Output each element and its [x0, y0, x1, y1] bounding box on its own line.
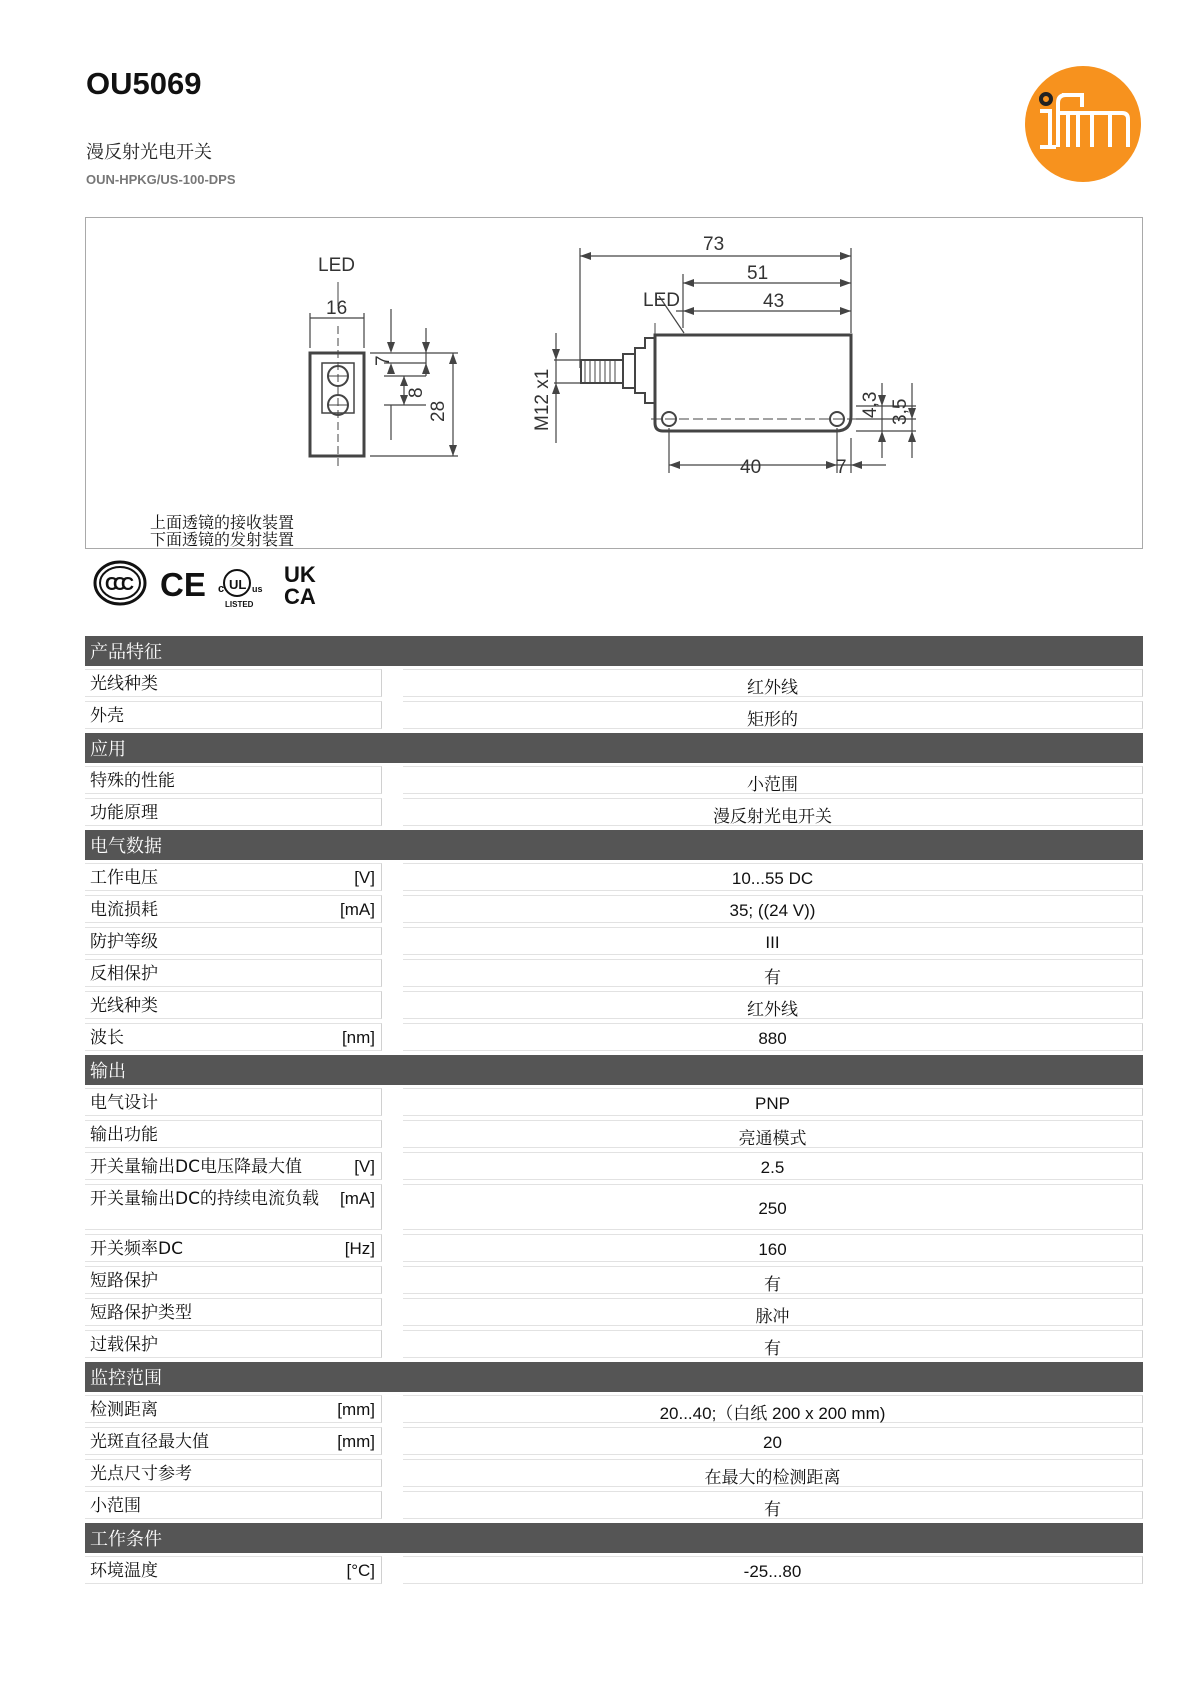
- row-label: 短路保护: [90, 1271, 158, 1291]
- label-cell: [85, 1459, 382, 1487]
- row-label: 开关频率DC: [90, 1239, 183, 1259]
- value-cell: [403, 1234, 1143, 1262]
- label-cell: [85, 1120, 382, 1148]
- value-cell: [403, 1556, 1143, 1584]
- row-unit: [V]: [354, 1157, 375, 1176]
- section-header: 产品特征: [85, 636, 1143, 666]
- table-row: [85, 1231, 1143, 1263]
- label-cell: [85, 798, 382, 826]
- row-value: 35; ((24 V)): [729, 901, 816, 920]
- label-cell: [85, 1556, 382, 1584]
- table-row: [85, 1085, 1143, 1117]
- table-row: [85, 1392, 1143, 1424]
- specification-table: [85, 633, 1143, 1585]
- value-cell: [403, 766, 1143, 794]
- svg-text:CA: CA: [284, 584, 316, 608]
- row-value: 20...40;（白纸 200 x 200 mm): [659, 1403, 886, 1423]
- value-cell: [403, 959, 1143, 987]
- table-row: [85, 666, 1143, 698]
- row-label: 小范围: [90, 1496, 141, 1516]
- table-row: [85, 956, 1143, 988]
- table-row: [85, 1149, 1143, 1181]
- table-row: [85, 1181, 1143, 1231]
- row-value: PNP: [755, 1094, 790, 1113]
- row-label: 特殊的性能: [90, 771, 175, 791]
- value-cell: [403, 1088, 1143, 1116]
- ul-listed-mark-icon: [218, 570, 263, 608]
- row-unit: [mA]: [340, 900, 375, 919]
- row-label: 光点尺寸参考: [90, 1464, 192, 1484]
- value-cell: [403, 1491, 1143, 1519]
- value-cell: [403, 895, 1143, 923]
- ce-mark-icon: CE: [160, 566, 206, 603]
- row-value: 红外线: [747, 999, 798, 1019]
- row-label: 防护等级: [90, 932, 158, 952]
- label-cell: [85, 927, 382, 955]
- dim-8: 8: [406, 387, 427, 398]
- row-value: 脉冲: [755, 1306, 790, 1326]
- value-cell: [403, 1459, 1143, 1487]
- svg-text:us: us: [252, 584, 263, 594]
- label-cell: [85, 863, 382, 891]
- dim-43: 43: [763, 291, 785, 312]
- label-cell: [85, 1088, 382, 1116]
- table-row: [85, 988, 1143, 1020]
- dim-40: 40: [740, 457, 762, 478]
- section-header: 输出: [85, 1055, 1143, 1085]
- table-row: [85, 860, 1143, 892]
- row-label: 过载保护: [90, 1335, 158, 1355]
- value-cell: [403, 798, 1143, 826]
- product-title: OU5069: [86, 66, 202, 101]
- dimension-drawing: [85, 217, 1143, 549]
- value-cell: [403, 1395, 1143, 1423]
- label-cell: [85, 959, 382, 987]
- legend-transmitter: 下面透镜的发射装置: [150, 530, 295, 549]
- svg-text:c: c: [218, 583, 225, 595]
- row-label: 光线种类: [90, 996, 158, 1016]
- label-cell: [85, 1491, 382, 1519]
- ifm-logo-icon: [1024, 65, 1142, 183]
- table-row: [85, 1263, 1143, 1295]
- dim-28: 28: [428, 400, 449, 422]
- label-cell: [85, 1234, 382, 1262]
- table-row: [85, 924, 1143, 956]
- value-cell: [403, 1120, 1143, 1148]
- product-code: OUN-HPKG/US-100-DPS: [86, 172, 236, 187]
- product-subtitle: 漫反射光电开关: [86, 142, 212, 163]
- table-row: [85, 1117, 1143, 1149]
- row-label: 短路保护类型: [90, 1303, 192, 1323]
- label-cell: [85, 1298, 382, 1326]
- value-cell: [403, 1298, 1143, 1326]
- label-cell: [85, 1266, 382, 1294]
- row-label: 检测距离: [90, 1400, 158, 1420]
- svg-text:CCC: CCC: [105, 574, 129, 594]
- dim-51: 51: [747, 263, 769, 284]
- table-row: [85, 698, 1143, 730]
- row-value: 在最大的检测距离: [704, 1467, 841, 1487]
- ukca-mark-icon: [284, 562, 316, 608]
- row-label: 输出功能: [90, 1125, 158, 1145]
- value-cell: [403, 1330, 1143, 1358]
- dim-3-5: 3,5: [890, 398, 911, 425]
- row-value: 矩形的: [747, 709, 798, 729]
- row-label: 电气设计: [90, 1093, 158, 1113]
- value-cell: [403, 863, 1143, 891]
- dim-73: 73: [703, 234, 725, 255]
- row-unit: [°C]: [346, 1561, 375, 1580]
- row-unit: [nm]: [341, 1028, 375, 1047]
- label-cell: [85, 1427, 382, 1455]
- table-row: [85, 1456, 1143, 1488]
- row-label: 环境温度: [90, 1561, 158, 1581]
- row-label: 开关量输出DC电压降最大值: [90, 1157, 302, 1177]
- section-header: 应用: [85, 733, 1143, 763]
- row-value: 2.5: [760, 1158, 785, 1177]
- row-value: -25...80: [743, 1562, 802, 1581]
- table-row: [85, 1295, 1143, 1327]
- dim-7: 7: [373, 355, 394, 366]
- ccc-mark-icon: [95, 562, 145, 604]
- svg-text:LISTED: LISTED: [225, 600, 254, 608]
- row-label: 波长: [90, 1028, 124, 1048]
- value-cell: [403, 1266, 1143, 1294]
- table-row: [85, 795, 1143, 827]
- label-cell: [85, 991, 382, 1019]
- svg-text:UL: UL: [229, 577, 247, 592]
- label-cell: [85, 895, 382, 923]
- label-cell: [85, 701, 382, 729]
- label-cell: [85, 1395, 382, 1423]
- value-cell: [403, 1427, 1143, 1455]
- label-cell: [85, 766, 382, 794]
- row-value: 10...55 DC: [731, 869, 814, 888]
- row-label: 外壳: [90, 706, 124, 726]
- led-label-left: LED: [318, 255, 355, 276]
- row-value: 亮通模式: [738, 1128, 807, 1148]
- row-value: 有: [764, 967, 781, 987]
- row-value: 有: [764, 1338, 781, 1358]
- row-label: 光线种类: [90, 674, 158, 694]
- row-unit: [Hz]: [344, 1239, 375, 1258]
- row-value: 160: [758, 1240, 787, 1259]
- row-label: 功能原理: [90, 803, 158, 823]
- row-value: 小范围: [747, 774, 798, 794]
- row-value: 有: [764, 1499, 781, 1519]
- table-row: [85, 892, 1143, 924]
- row-value: 250: [758, 1199, 787, 1218]
- row-value: 20: [763, 1433, 782, 1452]
- value-cell: [403, 1152, 1143, 1180]
- value-cell: [403, 991, 1143, 1019]
- value-cell: [403, 1023, 1143, 1051]
- label-cell: [85, 1152, 382, 1180]
- row-label: 开关量输出DC的持续电流负载: [90, 1189, 319, 1209]
- row-unit: [mA]: [340, 1189, 375, 1208]
- table-row: [85, 1488, 1143, 1520]
- row-value: III: [765, 933, 780, 952]
- led-label-right: LED: [643, 290, 680, 311]
- svg-text:UK: UK: [284, 562, 316, 587]
- row-value: 880: [758, 1029, 787, 1048]
- dim-16: 16: [326, 298, 348, 319]
- value-cell: [403, 669, 1143, 697]
- section-header: 工作条件: [85, 1523, 1143, 1553]
- value-cell: [403, 927, 1143, 955]
- row-value: 红外线: [747, 677, 798, 697]
- row-label: 电流损耗: [90, 900, 158, 920]
- legend-receiver: 上面透镜的接收装置: [150, 513, 295, 532]
- table-row: [85, 1424, 1143, 1456]
- table-row: [85, 1327, 1143, 1359]
- row-label: 光斑直径最大值: [90, 1432, 209, 1452]
- row-value: 有: [764, 1274, 781, 1294]
- value-cell: [403, 1184, 1143, 1230]
- certification-marks: [92, 558, 332, 608]
- table-row: [85, 1553, 1143, 1585]
- section-header: 电气数据: [85, 830, 1143, 860]
- row-value: 漫反射光电开关: [713, 806, 832, 826]
- label-cell: [85, 1023, 382, 1051]
- row-unit: [V]: [354, 868, 375, 887]
- table-row: [85, 763, 1143, 795]
- label-cell: [85, 669, 382, 697]
- dim-4-3: 4,3: [860, 391, 881, 418]
- label-cell: [85, 1184, 382, 1230]
- label-cell: [85, 1330, 382, 1358]
- thread-size: M12 x1: [532, 368, 553, 431]
- value-cell: [403, 701, 1143, 729]
- table-row: [85, 1020, 1143, 1052]
- dim-7b: 7: [836, 457, 847, 478]
- section-header: 监控范围: [85, 1362, 1143, 1392]
- row-label: 反相保护: [90, 964, 158, 984]
- row-label: 工作电压: [90, 868, 158, 888]
- row-unit: [mm]: [337, 1400, 375, 1419]
- row-unit: [mm]: [337, 1432, 375, 1451]
